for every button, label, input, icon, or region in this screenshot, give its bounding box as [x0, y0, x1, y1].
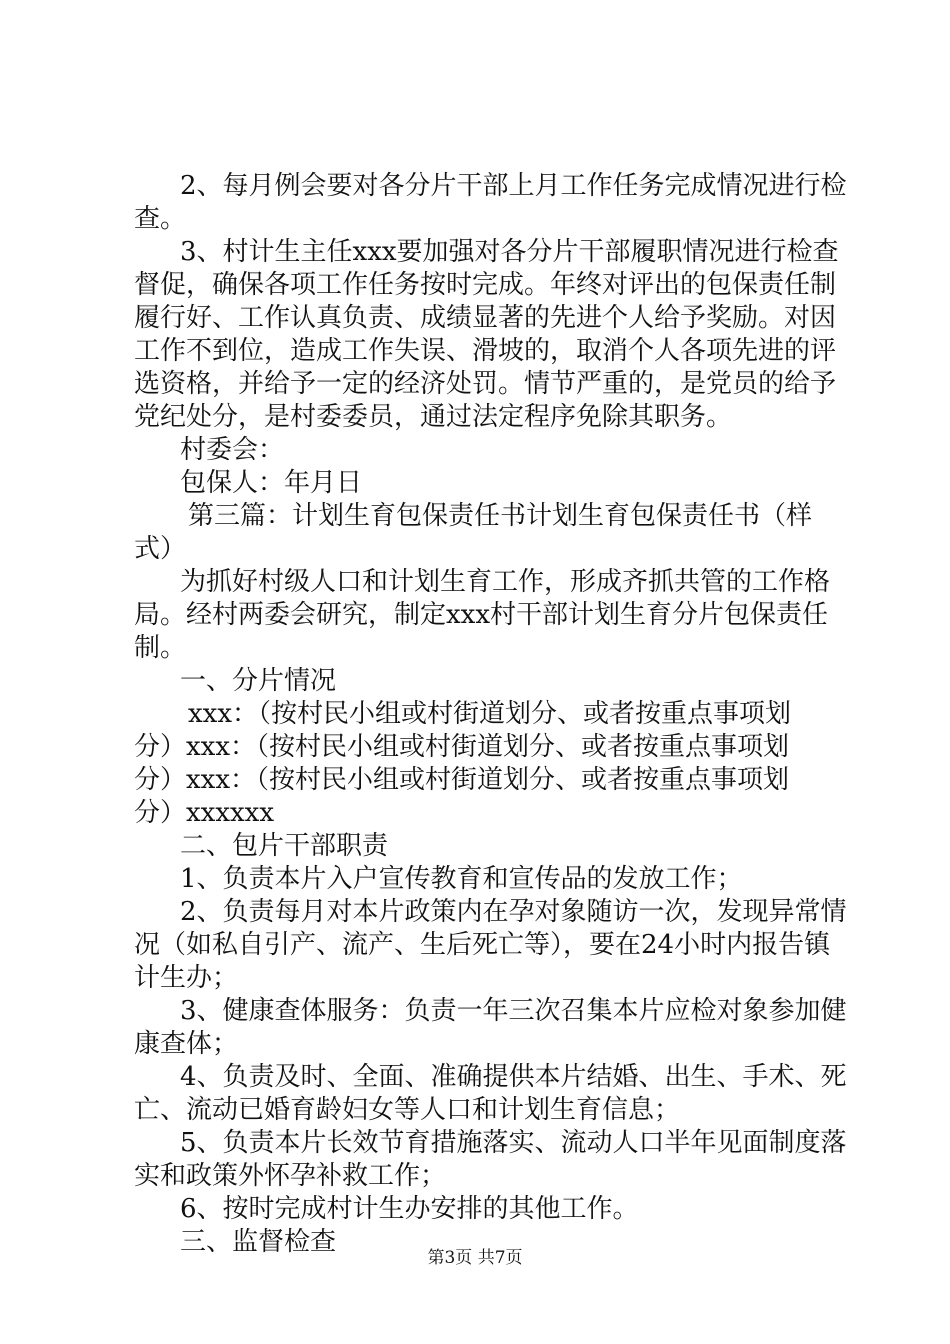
- text-line: 制。: [134, 633, 187, 663]
- text-line: 查。: [134, 204, 187, 234]
- page-number-footer: 第3页 共7页: [427, 1248, 523, 1268]
- text-line: 实和政策外怀孕补救工作；: [134, 1161, 447, 1191]
- text-line: 为抓好村级人口和计划生育工作，形成齐抓共管的工作格: [180, 567, 831, 597]
- text-line: 计生办；: [134, 963, 239, 993]
- text-line: 况（如私自引产、流产、生后死亡等），要在24小时内报告镇: [134, 930, 831, 960]
- section-heading: 第三篇：计划生育包保责任书计划生育包保责任书（样: [188, 501, 813, 531]
- text-line: 分）xxxxxx: [134, 798, 274, 828]
- text-line: 6、按时完成村计生办安排的其他工作。: [180, 1194, 639, 1224]
- text-line: 亡、流动已婚育龄妇女等人口和计划生育信息；: [134, 1095, 681, 1125]
- text-line: 包保人：年月日: [180, 468, 363, 498]
- text-line: 式）: [134, 534, 187, 564]
- text-line: 1、负责本片入户宣传教育和宣传品的发放工作；: [180, 864, 743, 894]
- document-body: [134, 170, 847, 1259]
- text-line: 分）xxx：（按村民小组或村街道划分、或者按重点事项划: [134, 765, 789, 795]
- text-line: 4、负责及时、全面、准确提供本片结婚、出生、手术、死: [180, 1062, 847, 1092]
- text-line: 村委会：: [180, 435, 285, 465]
- text-line: 局。经村两委会研究，制定xxx村干部计划生育分片包保责任: [134, 600, 828, 630]
- text-line: 3、村计生主任xxx要加强对各分片干部履职情况进行检查: [180, 237, 839, 267]
- text-line: xxx：（按村民小组或村街道划分、或者按重点事项划: [188, 699, 791, 729]
- text-line: 工作不到位，造成工作失误、滑坡的，取消个人各项先进的评: [134, 336, 837, 366]
- text-line: 康查体；: [134, 1029, 239, 1059]
- text-line: 5、负责本片长效节育措施落实、流动人口半年见面制度落: [180, 1128, 847, 1158]
- text-line: 三、监督检查: [180, 1227, 337, 1257]
- text-line: 一、分片情况: [180, 666, 337, 696]
- text-line: 选资格，并给予一定的经济处罚。情节严重的，是党员的给予: [134, 369, 837, 399]
- text-line: 履行好、工作认真负责、成绩显著的先进个人给予奖励。对因: [134, 303, 837, 333]
- text-line: 分）xxx：（按村民小组或村街道划分、或者按重点事项划: [134, 732, 789, 762]
- text-line: 3、健康查体服务：负责一年三次召集本片应检对象参加健: [180, 996, 847, 1026]
- text-line: 2、每月例会要对各分片干部上月工作任务完成情况进行检: [180, 171, 847, 201]
- text-line: 党纪处分，是村委委员，通过法定程序免除其职务。: [134, 402, 733, 432]
- text-line: 二、包片干部职责: [180, 831, 389, 861]
- text-line: 督促，确保各项工作任务按时完成。年终对评出的包保责任制: [134, 270, 837, 300]
- text-line: 2、负责每月对本片政策内在孕对象随访一次，发现异常情: [180, 897, 847, 927]
